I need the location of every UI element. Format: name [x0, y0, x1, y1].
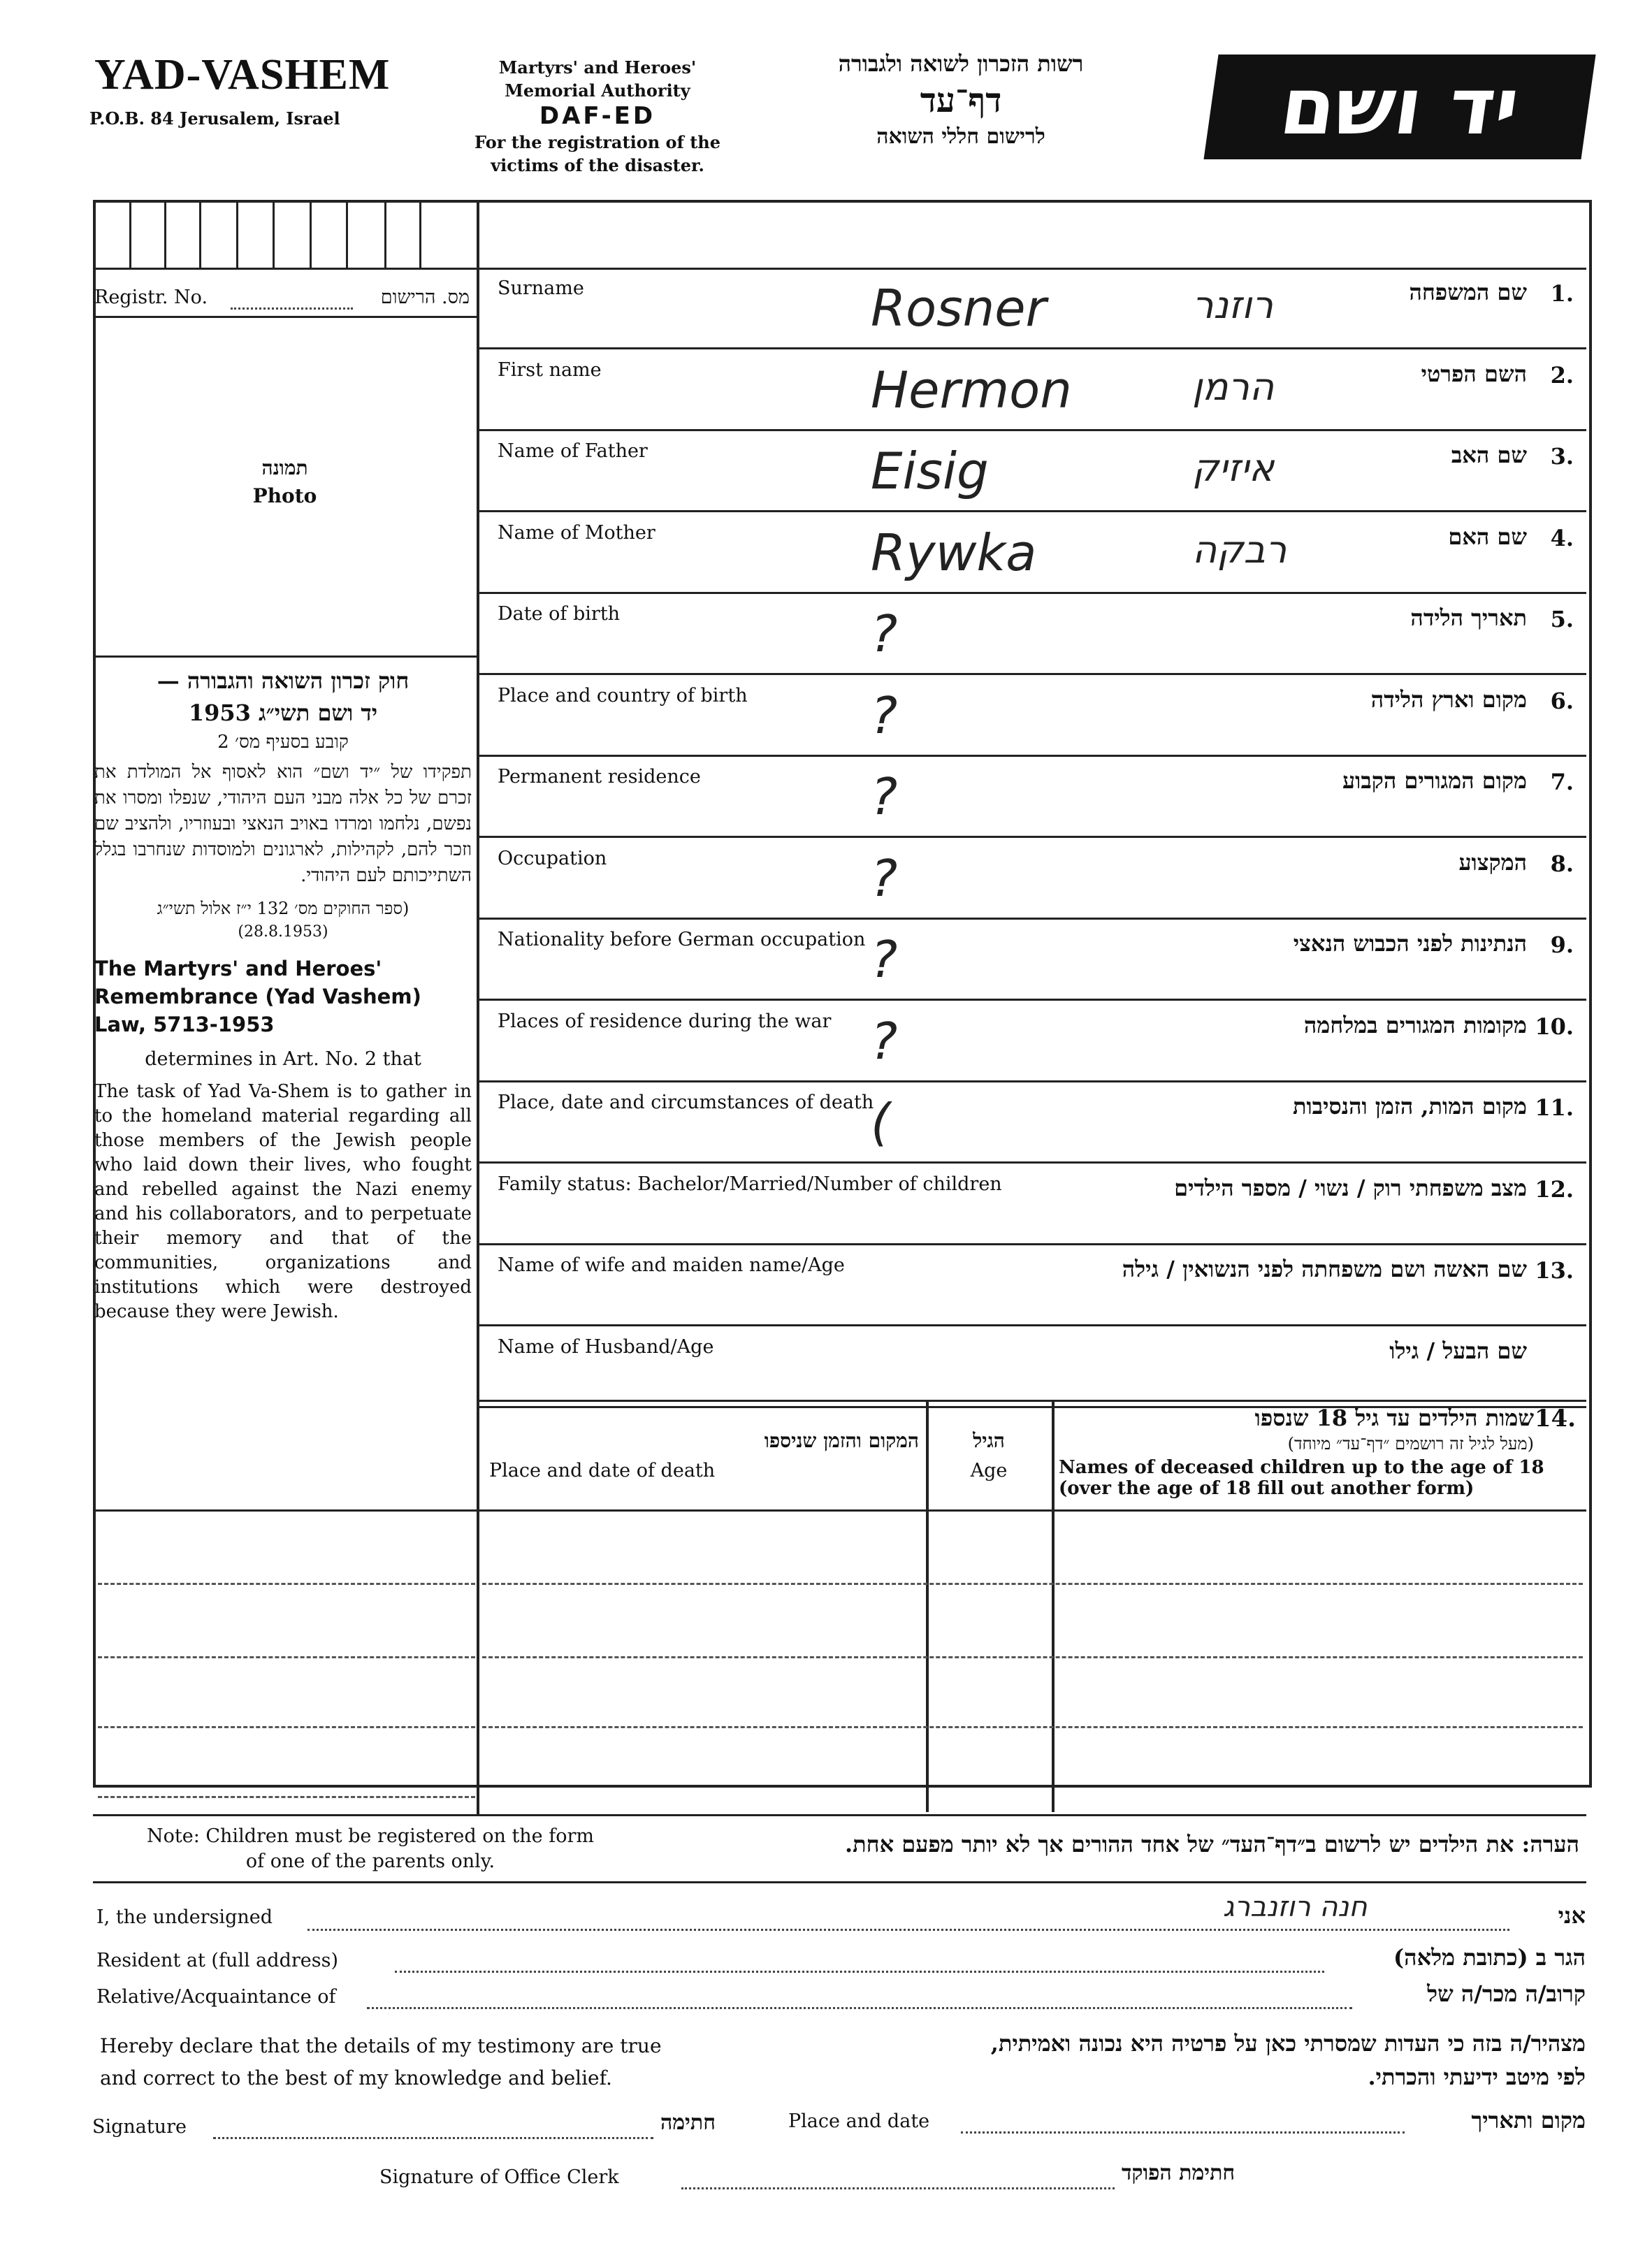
field-label-en: Surname — [498, 277, 584, 299]
law-determines: determines in Art. No. 2 that — [145, 1048, 421, 1070]
logo-text: יד ושם — [1275, 61, 1525, 152]
children-sub-he: (מעל לגיל זה רושמים ״דף־עד״ מיוחד) — [1287, 1434, 1534, 1454]
declare-en-2: and correct to the best of my knowledge and belief. — [100, 2066, 612, 2089]
field-label-en: Place, date and circumstances of death — [498, 1092, 874, 1113]
field-number: 6. — [1550, 688, 1574, 714]
hebrew-header — [797, 50, 1125, 149]
field-label-he: הנתינות לפני הכבוש הנאצי — [1293, 930, 1527, 957]
law-text-he: תפקידו של ״יד ושם״ הוא לאסוף אל המולדת את זכרם של כל אלה מבני העם היהודי, שנפלו ומסרו את נפשם, נלחמו ומרדו באויב הנאצי ובעוזריו, ולהציב שם וזכר להם, לקהילות, לארגונים ולמוסדות שנחרבו בגלל השתייכותם לעם היהודי. — [94, 762, 472, 886]
field-label-en: Name of Husband/Age — [498, 1336, 714, 1358]
heb-authority: רשות הזכרון לשואה ולגבורה — [838, 50, 1084, 77]
field-row[interactable] — [479, 1245, 1586, 1326]
declare-he-1: מצהיר/ה בזה כי העדות שמסרתי כאן על פרטיה היא נכונה ואמיתית, — [990, 2030, 1586, 2057]
children-age-en: Age — [970, 1460, 1008, 1482]
field-label-en: Nationality before German occupation — [498, 929, 866, 950]
field-row[interactable] — [479, 919, 1586, 1001]
left-child-row[interactable] — [98, 1726, 475, 1728]
field-label-he: השם הפרטי — [1421, 361, 1527, 387]
field-row[interactable] — [479, 1326, 1586, 1408]
field-value-handwritten: ? — [871, 767, 898, 826]
field-label-en: Occupation — [498, 848, 607, 869]
heb-purpose: לרישום חללי השואה — [876, 124, 1045, 149]
registration-label-he: מס. הרישום — [380, 287, 470, 308]
child-row[interactable] — [482, 1656, 1583, 1658]
law-ref-he: (ספר החוקים מס׳ 132 י״ז אלול תשי״ג — [157, 899, 410, 918]
declare-en-1: Hereby declare that the details of my testimony are true — [100, 2034, 662, 2057]
children-names-header — [1059, 1405, 1583, 1499]
authority-line1: Martyrs' and Heroes' — [498, 57, 697, 78]
note-bottom-line — [93, 1881, 1586, 1883]
field-row[interactable] — [479, 349, 1586, 431]
children-title-en-1: Names of deceased children up to the age of 18 — [1059, 1457, 1544, 1478]
photo-area — [94, 454, 475, 510]
signature-label-he: חתימה — [660, 2110, 716, 2135]
field-number: 4. — [1550, 525, 1574, 551]
left-children-top — [93, 1509, 479, 1512]
resident-label-he: הגר ב (כתובת מלאה) — [1393, 1944, 1586, 1971]
field-label-en: First name — [498, 359, 602, 381]
field-label-en: Places of residence during the war — [498, 1011, 832, 1032]
children-title-he: שמות הילדים עד גיל 18 שנספו — [1254, 1405, 1534, 1431]
field-value-handwritten: Eisig — [871, 442, 989, 500]
authority-line2: Memorial Authority — [505, 80, 690, 101]
children-header-top — [479, 1400, 1586, 1402]
child-row[interactable] — [482, 1583, 1583, 1585]
note-en — [98, 1824, 643, 1874]
relative-label-he: קרוב/ה מכר/ה של — [1427, 1980, 1586, 2007]
logo — [1203, 55, 1595, 159]
field-number: 7. — [1550, 769, 1574, 795]
law-title-he-1: חוק זכרון השואה והגבורה — — [157, 667, 410, 694]
field-value-handwritten: ? — [871, 849, 898, 908]
resident-field[interactable] — [395, 1971, 1324, 1973]
registration-label-en: Registr. No. — [94, 287, 208, 308]
undersigned-field[interactable] — [307, 1929, 1509, 1931]
field-label-en: Name of Mother — [498, 522, 655, 544]
field-label-he: מצב משפחתי רוק / נשוי / מספר הילדים — [1174, 1175, 1527, 1201]
children-place-header — [489, 1429, 919, 1482]
field-value-handwritten: ( — [871, 1093, 891, 1152]
field-value-handwritten: ? — [871, 604, 898, 663]
photo-label-en: Photo — [252, 484, 317, 507]
relative-field[interactable] — [367, 2007, 1352, 2009]
law-ref-date: (28.8.1953) — [238, 923, 328, 941]
clerk-label-en: Signature of Office Clerk — [379, 2166, 619, 2188]
field-number: 10. — [1535, 1013, 1574, 1040]
children-age-header — [929, 1429, 1048, 1482]
org-title: YAD-VASHEM — [94, 51, 391, 99]
clerk-signature-field[interactable] — [681, 2187, 1115, 2189]
children-col-divider-1 — [926, 1400, 929, 1812]
field-label-he: מקומות המגורים במלחמה — [1303, 1012, 1527, 1038]
field-label-en: Name of wife and maiden name/Age — [498, 1254, 845, 1276]
photo-label-he: תמונה — [261, 456, 308, 479]
field-number: 3. — [1550, 443, 1574, 470]
resident-label-en: Resident at (full address) — [96, 1950, 338, 1971]
field-number: 8. — [1550, 850, 1574, 877]
field-value-hebrew: רוזנר — [1192, 283, 1273, 327]
children-col-divider-2 — [1052, 1400, 1055, 1812]
declare-en — [100, 2030, 662, 2094]
field-label-he: שם האשה ושם משפחתה לפני הנשואין / גילה — [1122, 1256, 1527, 1282]
signature-label-en: Signature — [92, 2116, 187, 2138]
field-row[interactable] — [479, 756, 1586, 838]
photo-bottom-line — [93, 655, 479, 658]
field-row[interactable] — [479, 430, 1586, 512]
authority-block — [433, 56, 762, 177]
field-label-he: שם הבעל / גילו — [1389, 1338, 1527, 1364]
undersigned-value: חנה רוזנברג — [1223, 1891, 1368, 1923]
place-date-label-en: Place and date — [788, 2110, 930, 2132]
children-title-en-2: (over the age of 18 fill out another form) — [1059, 1478, 1475, 1499]
field-value-handwritten: ? — [871, 686, 898, 745]
undersigned-label-he: אני — [1558, 1902, 1586, 1929]
field-row[interactable] — [479, 1082, 1586, 1164]
org-address: P.O.B. 84 Jerusalem, Israel — [89, 108, 340, 129]
law-title-he-3: קובע בסעיף מס׳ 2 — [217, 732, 349, 753]
field-label-he: תאריך הלידה — [1410, 604, 1527, 631]
law-text-en: The task of Yad Va-Shem is to gather in to the homeland material regarding all those members of the Jewish people who laid down their lives, who fought and rebelled against the Nazi enemy and his collaborators, and to perpetuate their memory and that of the communities, organizations and institutions which were destroyed because they were Jewish. — [94, 1081, 472, 1322]
field-number: 13. — [1535, 1257, 1574, 1284]
purpose-line1: For the registration of the — [474, 132, 720, 152]
law-title-en: The Martyrs' and Heroes' Remembrance (Yad Vashem) Law, 5713-1953 — [94, 957, 421, 1036]
field-number: 9. — [1550, 932, 1574, 958]
note-en-1: Note: Children must be registered on the form — [147, 1825, 594, 1847]
registration-digit-boxes — [98, 200, 475, 268]
field-label-en: Permanent residence — [498, 766, 701, 788]
field-value-handwritten: ? — [871, 930, 898, 989]
registration-number-field[interactable] — [231, 307, 353, 310]
field-label-he: מקום המגורים הקבוע — [1342, 767, 1527, 794]
field-row[interactable] — [479, 1164, 1586, 1245]
field-label-he: מקום המות, הזמן והנסיבות — [1292, 1093, 1527, 1120]
field-value-handwritten: Rywka — [871, 523, 1037, 582]
field-label-he: שם האם — [1448, 523, 1527, 550]
note-he: הערה: את הילדים יש לרשום ב״דף־העד״ של אחד ההורים אך לא יותר מפעם אחת. — [844, 1831, 1579, 1857]
note-top-line — [93, 1814, 1586, 1816]
place-date-label-he: מקום ותאריך — [1471, 2107, 1586, 2134]
law-block — [94, 667, 472, 1324]
children-age-he: הגיל — [973, 1429, 1005, 1452]
field-value-handwritten: ? — [871, 1012, 898, 1071]
field-value-handwritten: Rosner — [871, 279, 1047, 338]
field-row[interactable] — [479, 1001, 1586, 1082]
declare-he-2: לפי מיטב ידיעתי והכרתי. — [1368, 2064, 1586, 2090]
field-number: 1. — [1550, 280, 1574, 307]
field-row[interactable] — [479, 593, 1586, 675]
photo-top-line — [93, 316, 479, 318]
left-child-row[interactable] — [98, 1583, 475, 1585]
field-row[interactable] — [479, 268, 1586, 349]
form-name: DAF-ED — [539, 102, 656, 130]
field-label-en: Date of birth — [498, 603, 621, 625]
field-number: 5. — [1550, 606, 1574, 632]
field-row[interactable] — [479, 512, 1586, 594]
field-label-he: מקום וארץ הלידה — [1370, 686, 1527, 713]
place-date-field[interactable] — [961, 2131, 1405, 2134]
clerk-label-he: חתימת הפוקד — [1122, 2161, 1236, 2185]
children-place-en: Place and date of death — [489, 1460, 716, 1482]
heb-form-name: דף־עד — [920, 81, 1002, 120]
children-place-he: המקום והזמן שניספו — [764, 1429, 919, 1452]
left-child-row[interactable] — [98, 1796, 475, 1798]
field-value-hebrew: איזיק — [1192, 446, 1275, 490]
children-header-bottom — [479, 1509, 1586, 1512]
registration-row — [94, 287, 475, 308]
field-value-hebrew: הרמן — [1192, 365, 1275, 409]
field-label-he: המקצוע — [1458, 849, 1527, 876]
purpose-line2: victims of the disaster. — [491, 155, 704, 175]
field-row[interactable] — [479, 675, 1586, 757]
field-label-en: Name of Father — [498, 440, 648, 462]
field-label-he: שם המשפחה — [1409, 279, 1527, 305]
law-title-he-2: יד ושם תשי״ג 1953 — [188, 700, 378, 726]
field-number: 12. — [1535, 1176, 1574, 1203]
field-value-handwritten: Hermon — [871, 361, 1072, 419]
field-number: 2. — [1550, 362, 1574, 389]
field-label-en: Place and country of birth — [498, 685, 748, 707]
field-label-en: Family status: Bachelor/Married/Number of children — [498, 1173, 1002, 1195]
field-number: 11. — [1535, 1094, 1574, 1121]
declare-he — [991, 2027, 1586, 2094]
left-child-row[interactable] — [98, 1656, 475, 1658]
top-strip-line — [93, 268, 479, 270]
field-row[interactable] — [479, 838, 1586, 920]
child-row[interactable] — [482, 1726, 1583, 1728]
children-num: 14. — [1534, 1405, 1576, 1433]
field-label-he: שם האב — [1451, 442, 1527, 468]
relative-label-en: Relative/Acquaintance of — [96, 1986, 336, 2008]
note-en-2: of one of the parents only. — [245, 1850, 495, 1872]
field-value-hebrew: רבקה — [1192, 528, 1287, 572]
undersigned-label-en: I, the undersigned — [96, 1906, 273, 1928]
signature-field[interactable] — [213, 2137, 653, 2139]
